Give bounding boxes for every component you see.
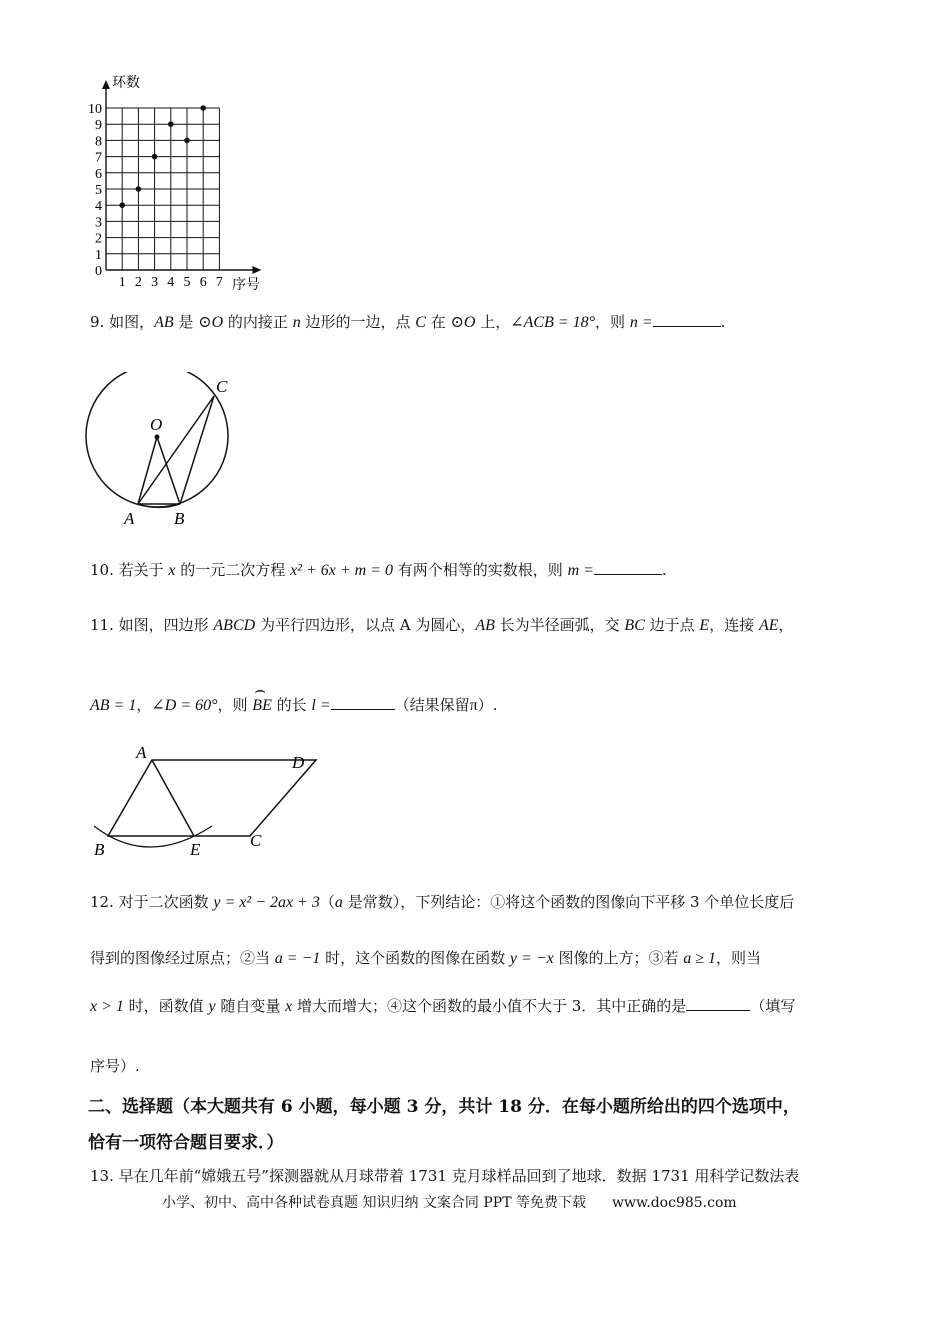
q11-abcd: ABCD xyxy=(213,617,256,634)
q9-label-c: C xyxy=(216,377,228,396)
chart-y-tick-label: 6 xyxy=(95,166,102,182)
q11-ab: AB xyxy=(475,617,495,634)
scatter-chart xyxy=(80,70,280,292)
q10-equation: x² + 6x + m = 0 xyxy=(290,562,394,579)
q11-parallelogram-figure xyxy=(84,742,324,860)
q11-text: ， xyxy=(136,696,152,714)
chart-data-point xyxy=(184,138,190,144)
question-10 xyxy=(90,560,667,581)
chart-y-tick-label: 4 xyxy=(95,199,102,215)
q11-text: 的长 xyxy=(271,696,312,714)
q9-ab: AB xyxy=(154,314,174,331)
chart-x-tick-label: 5 xyxy=(183,275,191,290)
q9-c: C xyxy=(415,314,426,331)
q9-circle-o: ⊙O xyxy=(450,314,476,331)
chart-y-tick-labels xyxy=(88,102,102,279)
q12-a-eq: a = −1 xyxy=(274,950,321,967)
section-2-heading-line-1: 二、选择题（本大题共有 6 小题，每小题 3 分，共计 18 分．在每小题所给出的四个选项中， xyxy=(88,1097,800,1117)
q12-text: （ xyxy=(319,893,335,911)
chart-x-tick-label: 7 xyxy=(215,275,223,290)
q12-a-ge: a ≥ 1 xyxy=(683,950,717,967)
q11-text: ， xyxy=(778,616,794,634)
q9-segment-ac xyxy=(138,396,214,504)
chart-data-point xyxy=(152,154,158,160)
q9-number: 9. 如图， xyxy=(90,313,155,331)
chart-data-point xyxy=(200,105,206,111)
q11-text: 11. 如图，四边形 xyxy=(90,616,214,634)
chart-y-tick-label: 8 xyxy=(95,134,102,150)
q9-n: n xyxy=(292,314,301,331)
chart-y-tick-label: 7 xyxy=(95,150,102,166)
q10-x: x xyxy=(168,562,176,579)
q10-number: 10. 若关于 xyxy=(90,561,169,579)
q11-label-d: D xyxy=(292,753,305,772)
q9-segment-bc xyxy=(180,396,214,504)
q9-circle-o: ⊙O xyxy=(198,314,224,331)
chart-grid xyxy=(106,108,219,270)
question-12-line-2 xyxy=(90,948,761,969)
q12-text: 得到的图像经过原点；②当 xyxy=(90,949,275,967)
q9-text: ，则 xyxy=(595,313,630,331)
chart-x-tick-label: 4 xyxy=(167,275,175,290)
q11-label-e: E xyxy=(190,840,201,859)
q9-text: 在 xyxy=(425,313,451,331)
chart-x-tick-label: 1 xyxy=(118,275,126,290)
q11-segment-ae xyxy=(152,760,194,836)
question-12-line-4 xyxy=(90,1056,140,1076)
q12-text: 增大而增大；④这个函数的最小值不大于 3．其中正确的是 xyxy=(292,997,687,1015)
q12-function: y = x² − 2ax + 3 xyxy=(213,894,320,911)
q11-arc-be: BE xyxy=(252,697,272,714)
q12-x-gt: x > 1 xyxy=(90,998,124,1015)
q11-text: （结果保留 xyxy=(394,696,470,714)
chart-axes xyxy=(102,80,261,274)
q11-answer-blank[interactable] xyxy=(331,695,395,710)
q11-label-a: A xyxy=(136,743,147,762)
q11-arc-symbol: ⌢ xyxy=(254,680,267,700)
q11-ab-eq: AB = 1 xyxy=(90,697,137,714)
page-footer xyxy=(162,1192,737,1212)
q11-e: E xyxy=(699,617,710,634)
chart-x-axis-label: 序号 xyxy=(232,278,260,292)
q12-text: ，则当 xyxy=(716,949,762,967)
chart-data-point xyxy=(136,186,142,192)
chart-y-tick-label: 9 xyxy=(95,118,102,134)
q10-end: . xyxy=(661,561,667,579)
chart-y-tick-label: 10 xyxy=(88,102,102,117)
question-11-line-1 xyxy=(90,615,794,636)
chart-y-tick-label: 5 xyxy=(95,183,102,198)
chart-y-axis-arrow xyxy=(102,80,110,89)
q12-y: y xyxy=(208,998,216,1015)
q12-text: 图像的上方；③若 xyxy=(553,949,684,967)
q11-text: 为平行四边形，以点 A 为圆心， xyxy=(255,616,476,634)
q11-parallelogram xyxy=(108,760,316,836)
q11-label-b: B xyxy=(94,840,105,859)
chart-x-tick-label: 2 xyxy=(134,275,142,290)
q9-circle-figure xyxy=(80,372,250,532)
q9-segment-ob xyxy=(157,437,180,504)
q10-answer-blank[interactable] xyxy=(594,560,662,575)
q11-text: ，则 xyxy=(217,696,253,714)
section-2-heading-line-2: 恰有一项符合题目要求．） xyxy=(88,1133,284,1153)
q9-center-point xyxy=(155,435,160,440)
footer-url[interactable]: www.doc985.com xyxy=(611,1195,737,1211)
q9-text: 的内接正 xyxy=(223,313,293,331)
q11-text: ）. xyxy=(477,696,498,714)
q11-bc: BC xyxy=(624,617,645,634)
q9-text: 边形的一边，点 xyxy=(300,313,416,331)
q11-text: 长为半径画弧，交 xyxy=(494,616,625,634)
q9-n-eq: n = xyxy=(629,314,653,331)
chart-x-tick-labels xyxy=(119,275,223,290)
chart-y-tick-label: 1 xyxy=(95,247,102,263)
q12-text: （填写 xyxy=(750,997,796,1015)
q11-ae: AE xyxy=(758,617,779,634)
q12-text: 时，这个函数的图像在函数 xyxy=(320,949,510,967)
chart-x-axis-arrow xyxy=(252,266,261,274)
q12-text: 时，函数值 xyxy=(123,997,209,1015)
chart-y-axis-label: 环数 xyxy=(112,76,140,91)
q11-pi: π xyxy=(469,697,478,714)
chart-data-point xyxy=(168,121,174,127)
question-12-line-3 xyxy=(90,996,795,1017)
q12-answer-blank[interactable] xyxy=(686,996,750,1011)
q12-text: 12. 对于二次函数 xyxy=(90,893,214,911)
q12-a: a xyxy=(334,894,343,911)
q12-y-eq: y = −x xyxy=(509,950,554,967)
q11-angle-d: ∠D = 60° xyxy=(151,697,218,714)
q9-angle: ∠ACB = 18° xyxy=(510,314,596,331)
q9-label-o: O xyxy=(150,415,163,434)
q9-label-a: A xyxy=(124,509,135,528)
q12-x: x xyxy=(285,998,293,1015)
chart-y-tick-label: 0 xyxy=(95,264,102,279)
q12-text: 序号）. xyxy=(90,1057,140,1075)
question-12-line-1 xyxy=(90,892,794,913)
chart-y-tick-label: 3 xyxy=(95,215,102,231)
q9-answer-blank[interactable] xyxy=(653,312,721,327)
q9-segment-ao xyxy=(138,437,157,504)
q9-text: 上， xyxy=(475,313,511,331)
q9-end: . xyxy=(720,313,726,331)
q11-text: 边于点 xyxy=(644,616,700,634)
q11-label-c: C xyxy=(250,831,262,850)
q10-m-eq: m = xyxy=(567,562,594,579)
chart-data-point xyxy=(119,202,125,208)
question-9 xyxy=(90,312,725,333)
question-13: 13. 早在几年前“嫦娥五号”探测器就从月球带着 1731 克月球样品回到了地球．数据 1731 用科学记数法表 xyxy=(90,1167,800,1185)
question-11-line-2 xyxy=(90,680,498,716)
chart-y-tick-label: 2 xyxy=(95,231,102,247)
chart-x-tick-label: 3 xyxy=(151,275,159,290)
q11-l-eq: l = xyxy=(311,697,331,714)
q9-label-b: B xyxy=(174,509,185,528)
q9-text: 是 xyxy=(173,313,199,331)
q11-text: ，连接 xyxy=(709,616,759,634)
q10-text: 有两个相等的实数根，则 xyxy=(393,561,568,579)
q12-text: 随自变量 xyxy=(215,997,286,1015)
q10-text: 的一元二次方程 xyxy=(175,561,291,579)
chart-x-tick-label: 6 xyxy=(199,275,207,290)
q12-text: 是常数），下列结论：①将这个函数的图像向下平移 3 个单位长度后 xyxy=(342,893,795,911)
footer-text: 小学、初中、高中各种试卷真题 知识归纳 文案合同 PPT 等免费下载 xyxy=(162,1195,586,1211)
